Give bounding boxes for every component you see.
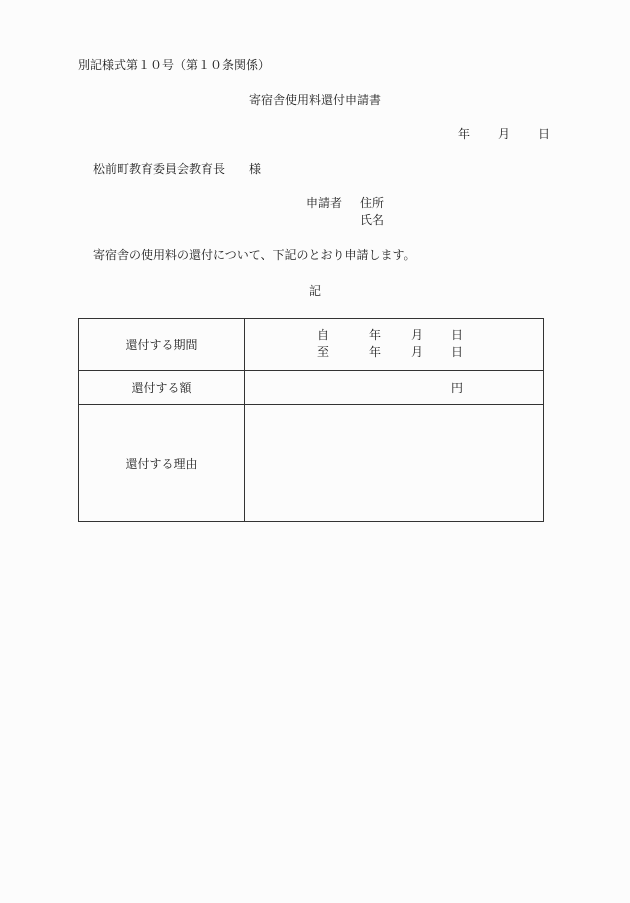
table-row-amount bbox=[79, 371, 544, 405]
amount-value-cell[interactable] bbox=[245, 371, 544, 405]
name-label: 氏名 bbox=[360, 213, 385, 227]
period-to-day: 日 bbox=[451, 345, 464, 359]
period-to-month: 月 bbox=[411, 345, 424, 359]
period-to-year: 年 bbox=[369, 345, 382, 359]
period-from-label: 自 bbox=[317, 328, 330, 342]
date-row bbox=[458, 128, 550, 140]
table-row-reason bbox=[79, 405, 544, 522]
period-value-cell[interactable] bbox=[245, 319, 544, 371]
document-title: 寄宿舎使用料還付申請書 bbox=[248, 93, 381, 107]
reason-value-cell[interactable] bbox=[245, 405, 544, 522]
date-day-label: 日 bbox=[538, 127, 551, 141]
period-from-day: 日 bbox=[451, 328, 464, 342]
addressee: 松前町教育委員会教育長 様 bbox=[93, 162, 262, 176]
date-year-label: 年 bbox=[458, 127, 471, 141]
ki-heading: 記 bbox=[308, 284, 321, 298]
date-month-label: 月 bbox=[498, 127, 511, 141]
applicant-label: 申請者 bbox=[306, 196, 343, 210]
reason-label: 還付する理由 bbox=[79, 405, 245, 522]
body-text: 寄宿舎の使用料の還付について、下記のとおり申請します。 bbox=[93, 248, 416, 262]
period-label: 還付する期間 bbox=[79, 319, 245, 371]
form-number: 別記様式第１０号（第１０条関係） bbox=[78, 58, 271, 72]
period-from-year: 年 bbox=[369, 328, 382, 342]
refund-form-table bbox=[78, 318, 544, 522]
period-from-month: 月 bbox=[411, 328, 424, 342]
period-to-label: 至 bbox=[317, 345, 330, 359]
amount-unit: 円 bbox=[451, 381, 464, 395]
table-row-period bbox=[79, 319, 544, 371]
amount-label: 還付する額 bbox=[79, 371, 245, 405]
address-label: 住所 bbox=[360, 196, 385, 210]
